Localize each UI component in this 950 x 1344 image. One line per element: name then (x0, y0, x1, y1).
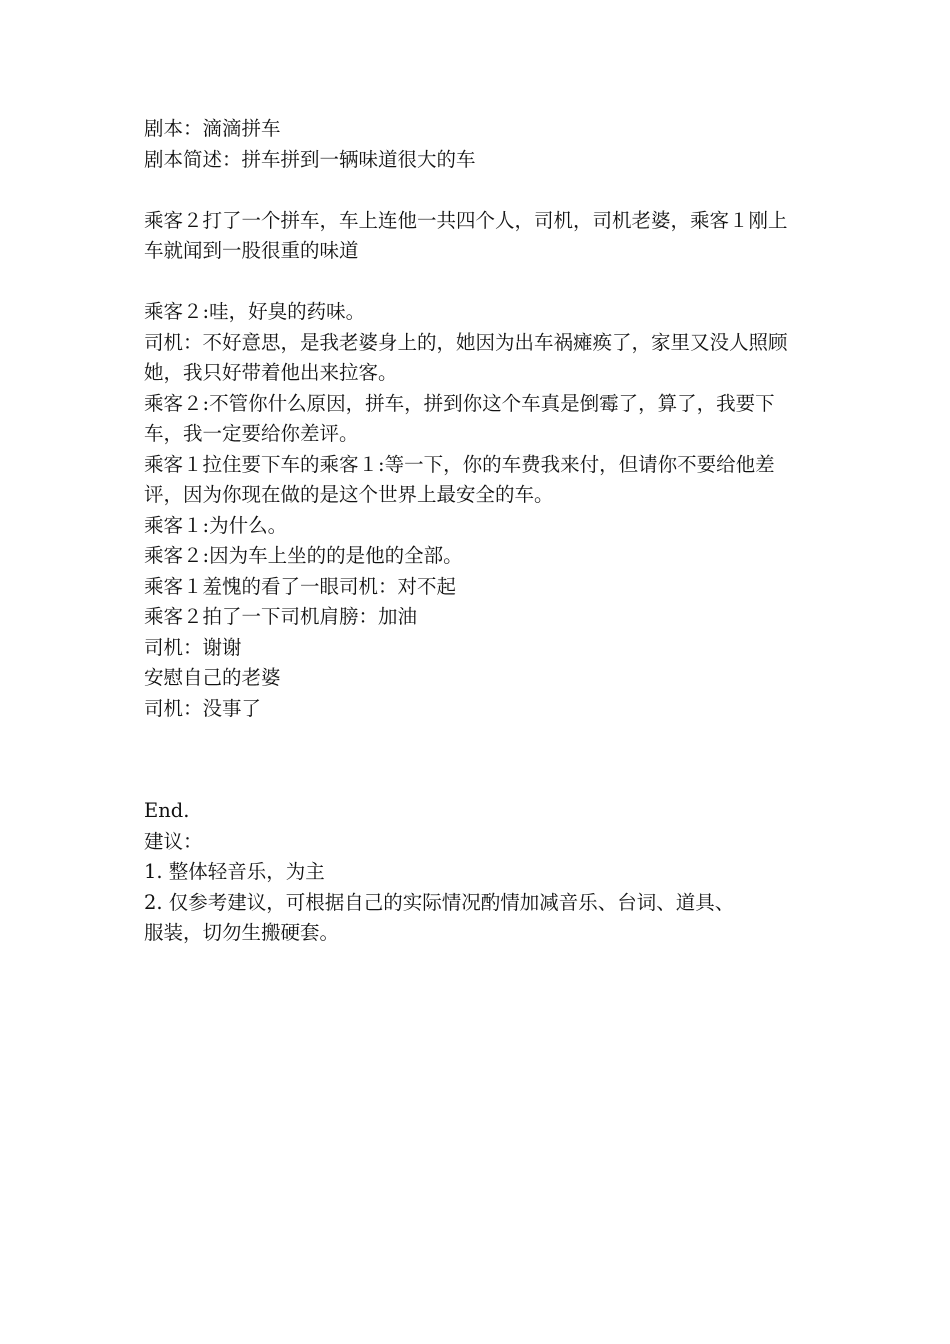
stage-direction: 安慰自己的老婆 (144, 666, 281, 689)
dialogue-line: 司机：不好意思，是我老婆身上的，她因为出车祸瘫痪了，家里又没人照顾她，我只好带着他出来拉客。 (144, 330, 788, 384)
dialogue-line: 乘客２:因为车上坐的的是他的全部。 (144, 544, 463, 567)
dialogue-line: 乘客２:哇，好臭的药味。 (144, 300, 366, 323)
document-page (144, 114, 804, 949)
spacer (144, 724, 804, 769)
advice-item-2: 2. 仅参考建议，可根据自己的实际情况酌情加减音乐、台词、道具、服装，切勿生搬硬套。 (144, 890, 735, 944)
spacer (144, 267, 804, 298)
end-marker: End. (144, 799, 190, 822)
dialogue-line: 乘客１羞愧的看了一眼司机：对不起 (144, 574, 457, 598)
spacer (144, 769, 804, 796)
advice-label: 建议： (144, 829, 203, 853)
script-summary: 剧本简述：拼车拼到一辆味道很大的车 (144, 147, 476, 171)
intro-paragraph: 乘客２打了一个拼车，车上连他一共四个人，司机，司机老婆，乘客１刚上车就闻到一股很重的味道 (144, 208, 788, 262)
dialogue-line: 乘客２拍了一下司机肩膀：加油 (144, 605, 418, 628)
dialogue-line: 司机：谢谢 (144, 635, 242, 659)
spacer (144, 175, 804, 206)
dialogue-line: 乘客１:为什么。 (144, 513, 288, 537)
dialogue-line: 司机：没事了 (144, 696, 262, 720)
dialogue-line: 乘客２:不管你什么原因，拼车，拼到你这个车真是倒霉了，算了，我要下车，我一定要给你差评。 (144, 391, 775, 445)
dialogue-line: 乘客１拉住要下车的乘客１:等一下，你的车费我来付，但请你不要给他差评，因为你现在做的是这个世界上最安全的车。 (144, 452, 775, 506)
script-title: 剧本：滴滴拼车 (144, 117, 281, 140)
advice-item-1: 1. 整体轻音乐，为主 (144, 860, 325, 883)
